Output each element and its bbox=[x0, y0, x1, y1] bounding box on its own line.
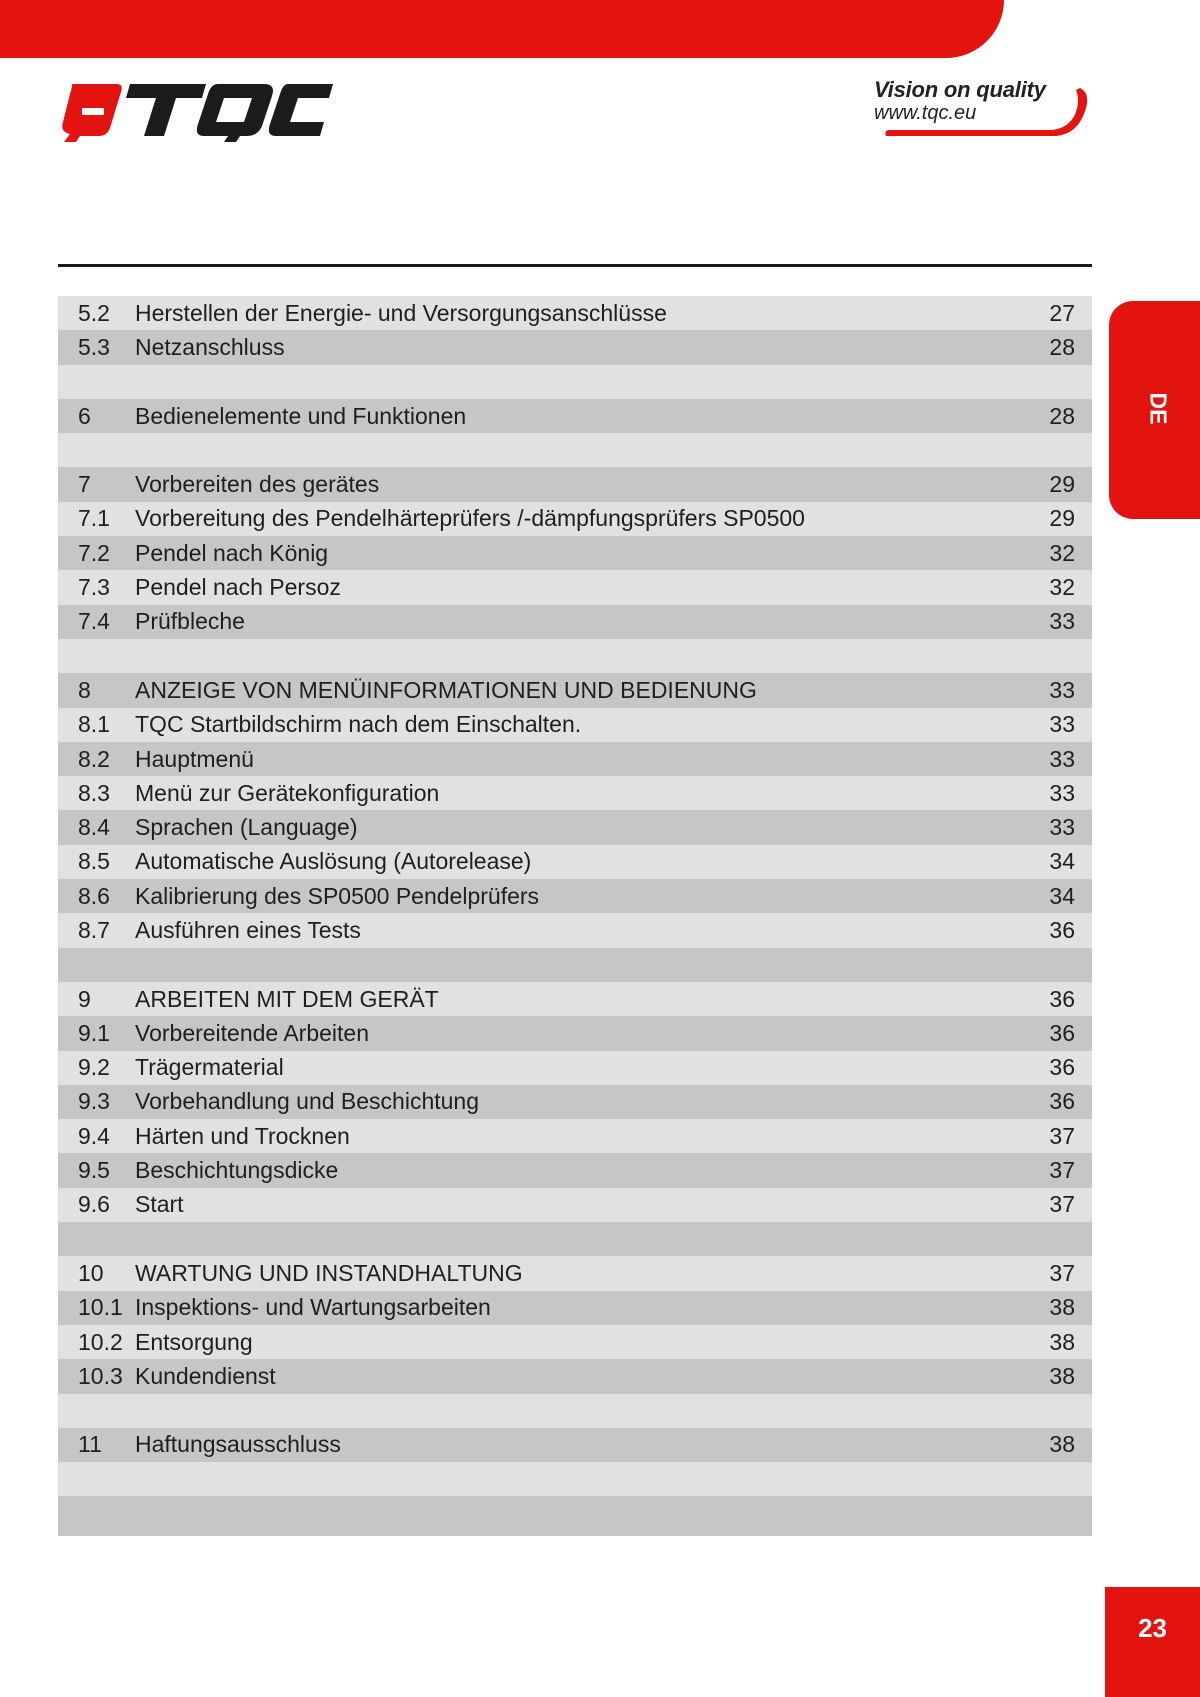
toc-num: 8.5 bbox=[78, 848, 110, 875]
toc-title: Hauptmenü bbox=[135, 745, 254, 772]
toc-page: 33 bbox=[1049, 608, 1075, 635]
toc-entry[interactable] bbox=[58, 399, 1092, 433]
toc-num: 8.7 bbox=[78, 916, 110, 943]
toc-spacer-row bbox=[58, 1462, 1092, 1496]
toc-num: 10.3 bbox=[78, 1362, 123, 1389]
toc-num: 7.1 bbox=[78, 505, 110, 532]
page-number: 23 bbox=[1138, 1613, 1167, 1643]
toc-title: TQC Startbildschirm nach dem Einschalten. bbox=[135, 711, 582, 738]
toc-title: Haftungsausschluss bbox=[135, 1431, 341, 1458]
toc-page: 36 bbox=[1049, 985, 1075, 1012]
toc-num: 9.6 bbox=[78, 1191, 110, 1218]
toc-spacer-row bbox=[58, 639, 1092, 673]
toc-page: 33 bbox=[1049, 711, 1075, 738]
toc-num: 9.2 bbox=[78, 1054, 110, 1081]
toc-spacer-row bbox=[58, 1496, 1092, 1536]
toc-title: Pendel nach Persoz bbox=[135, 574, 341, 601]
toc-num: 10 bbox=[78, 1259, 104, 1286]
toc-title: Entsorgung bbox=[135, 1328, 253, 1355]
toc-title: Beschichtungsdicke bbox=[135, 1157, 339, 1184]
toc-title: WARTUNG UND INSTANDHALTUNG bbox=[135, 1259, 523, 1286]
toc-num: 5.2 bbox=[78, 299, 110, 326]
toc-spacer-row bbox=[58, 1394, 1092, 1428]
toc-entry[interactable] bbox=[58, 1359, 1092, 1393]
toc-spacer-row bbox=[58, 433, 1092, 467]
toc-num: 10.2 bbox=[78, 1328, 123, 1355]
toc-num: 8.1 bbox=[78, 711, 110, 738]
toc-page: 36 bbox=[1049, 1054, 1075, 1081]
toc-num: 11 bbox=[78, 1431, 102, 1458]
toc-num: 8.3 bbox=[78, 779, 110, 806]
toc-num: 8 bbox=[78, 676, 91, 703]
toc-entry[interactable] bbox=[58, 913, 1092, 947]
toc-entry[interactable] bbox=[58, 330, 1092, 364]
toc-title: Vorbereiten des gerätes bbox=[135, 471, 380, 498]
toc-title: ANZEIGE VON MENÜINFORMATIONEN UND BEDIENUNG bbox=[135, 676, 757, 703]
toc-title: Bedienelemente und Funktionen bbox=[135, 402, 467, 429]
toc-num: 8.2 bbox=[78, 745, 110, 772]
language-tab bbox=[1109, 301, 1200, 519]
toc-title: Netzanschluss bbox=[135, 333, 285, 360]
toc-title: Sprachen (Language) bbox=[135, 814, 358, 841]
toc-num: 9 bbox=[78, 985, 91, 1012]
toc-entry[interactable] bbox=[58, 708, 1092, 742]
toc-title: Kundendienst bbox=[135, 1362, 276, 1389]
toc-page: 37 bbox=[1049, 1259, 1075, 1286]
toc-entry[interactable] bbox=[58, 1051, 1092, 1085]
toc-entry[interactable] bbox=[58, 845, 1092, 879]
toc-num: 7.4 bbox=[78, 608, 110, 635]
toc-entry[interactable] bbox=[58, 1119, 1092, 1153]
toc-entry[interactable] bbox=[58, 879, 1092, 913]
toc-num: 9.1 bbox=[78, 1019, 110, 1046]
toc-entry[interactable] bbox=[58, 776, 1092, 810]
toc-entry[interactable] bbox=[58, 742, 1092, 776]
toc-page: 37 bbox=[1049, 1122, 1075, 1149]
toc-page: 38 bbox=[1049, 1362, 1075, 1389]
toc-entry[interactable] bbox=[58, 570, 1092, 604]
toc-page: 38 bbox=[1049, 1431, 1075, 1458]
toc-entry[interactable] bbox=[58, 673, 1092, 707]
toc-title: Ausführen eines Tests bbox=[135, 916, 361, 943]
toc-page: 29 bbox=[1049, 505, 1075, 532]
toc-num: 9.4 bbox=[78, 1122, 110, 1149]
toc-page: 32 bbox=[1049, 539, 1075, 566]
toc-page: 34 bbox=[1049, 882, 1075, 909]
website-link[interactable]: www.tqc.eu bbox=[874, 102, 977, 124]
page-number-box bbox=[1105, 1587, 1200, 1697]
toc-title: Start bbox=[135, 1191, 184, 1218]
toc-title: Inspektions- und Wartungsarbeiten bbox=[135, 1294, 491, 1321]
toc-entry[interactable] bbox=[58, 1188, 1092, 1222]
toc-num: 7.2 bbox=[78, 539, 110, 566]
toc-num: 8.4 bbox=[78, 814, 110, 841]
toc-title: Herstellen der Energie- und Versorgungsanschlüsse bbox=[135, 299, 667, 326]
toc-page: 37 bbox=[1049, 1191, 1075, 1218]
toc-entry[interactable] bbox=[58, 1153, 1092, 1187]
toc-title: Automatische Auslösung (Autorelease) bbox=[135, 848, 532, 875]
toc-page: 34 bbox=[1049, 848, 1075, 875]
table-of-contents bbox=[58, 296, 1092, 1536]
toc-num: 9.5 bbox=[78, 1157, 110, 1184]
toc-page: 36 bbox=[1049, 1088, 1075, 1115]
toc-title: Pendel nach König bbox=[135, 539, 329, 566]
toc-page: 36 bbox=[1049, 916, 1075, 943]
toc-page: 28 bbox=[1049, 402, 1075, 429]
toc-title: ARBEITEN MIT DEM GERÄT bbox=[135, 985, 439, 1012]
header-rule bbox=[58, 264, 1092, 267]
toc-entry[interactable] bbox=[58, 1325, 1092, 1359]
toc-entry[interactable] bbox=[58, 605, 1092, 639]
toc-page: 33 bbox=[1049, 779, 1075, 806]
toc-page: 33 bbox=[1049, 814, 1075, 841]
toc-page: 29 bbox=[1049, 471, 1075, 498]
toc-page: 36 bbox=[1049, 1019, 1075, 1046]
toc-entry[interactable] bbox=[58, 1016, 1092, 1050]
toc-page: 27 bbox=[1049, 299, 1075, 326]
toc-title: Vorbereitende Arbeiten bbox=[135, 1019, 370, 1046]
toc-entry[interactable] bbox=[58, 467, 1092, 501]
toc-title: Vorbehandlung und Beschichtung bbox=[135, 1088, 480, 1115]
tagline-text: Vision on quality bbox=[874, 77, 1046, 102]
toc-title: Kalibrierung des SP0500 Pendelprüfers bbox=[135, 882, 540, 909]
toc-entry[interactable] bbox=[58, 536, 1092, 570]
toc-entry[interactable] bbox=[58, 1428, 1092, 1462]
toc-page: 38 bbox=[1049, 1328, 1075, 1355]
toc-title: Menü zur Gerätekonfiguration bbox=[135, 779, 440, 806]
toc-page: 28 bbox=[1049, 333, 1075, 360]
toc-num: 7.3 bbox=[78, 574, 110, 601]
toc-spacer-row bbox=[58, 1222, 1092, 1256]
toc-title: Prüfbleche bbox=[135, 608, 245, 635]
tqc-logo bbox=[58, 78, 333, 142]
toc-entry[interactable] bbox=[58, 296, 1092, 330]
toc-entry[interactable] bbox=[58, 982, 1092, 1016]
toc-num: 6 bbox=[78, 402, 91, 429]
toc-entry[interactable] bbox=[58, 1291, 1092, 1325]
toc-title: Trägermaterial bbox=[135, 1054, 284, 1081]
tagline-swoosh bbox=[880, 84, 1092, 140]
top-brand-band bbox=[0, 0, 1004, 58]
toc-spacer-row bbox=[58, 948, 1092, 982]
toc-num: 9.3 bbox=[78, 1088, 110, 1115]
toc-num: 7 bbox=[78, 471, 91, 498]
language-tab-label: DE bbox=[1145, 392, 1172, 425]
toc-page: 32 bbox=[1049, 574, 1075, 601]
toc-spacer-row bbox=[58, 365, 1092, 399]
toc-title: Vorbereitung des Pendelhärteprüfers /-dämpfungsprüfers SP0500 bbox=[135, 505, 805, 532]
toc-entry[interactable] bbox=[58, 1085, 1092, 1119]
toc-num: 10.1 bbox=[78, 1294, 123, 1321]
toc-entry[interactable] bbox=[58, 502, 1092, 536]
toc-page: 38 bbox=[1049, 1294, 1075, 1321]
toc-num: 5.3 bbox=[78, 333, 110, 360]
toc-page: 33 bbox=[1049, 745, 1075, 772]
toc-page: 37 bbox=[1049, 1157, 1075, 1184]
toc-num: 8.6 bbox=[78, 882, 110, 909]
toc-page: 33 bbox=[1049, 676, 1075, 703]
toc-entry[interactable] bbox=[58, 810, 1092, 844]
toc-title: Härten und Trocknen bbox=[135, 1122, 350, 1149]
toc-entry[interactable] bbox=[58, 1256, 1092, 1290]
